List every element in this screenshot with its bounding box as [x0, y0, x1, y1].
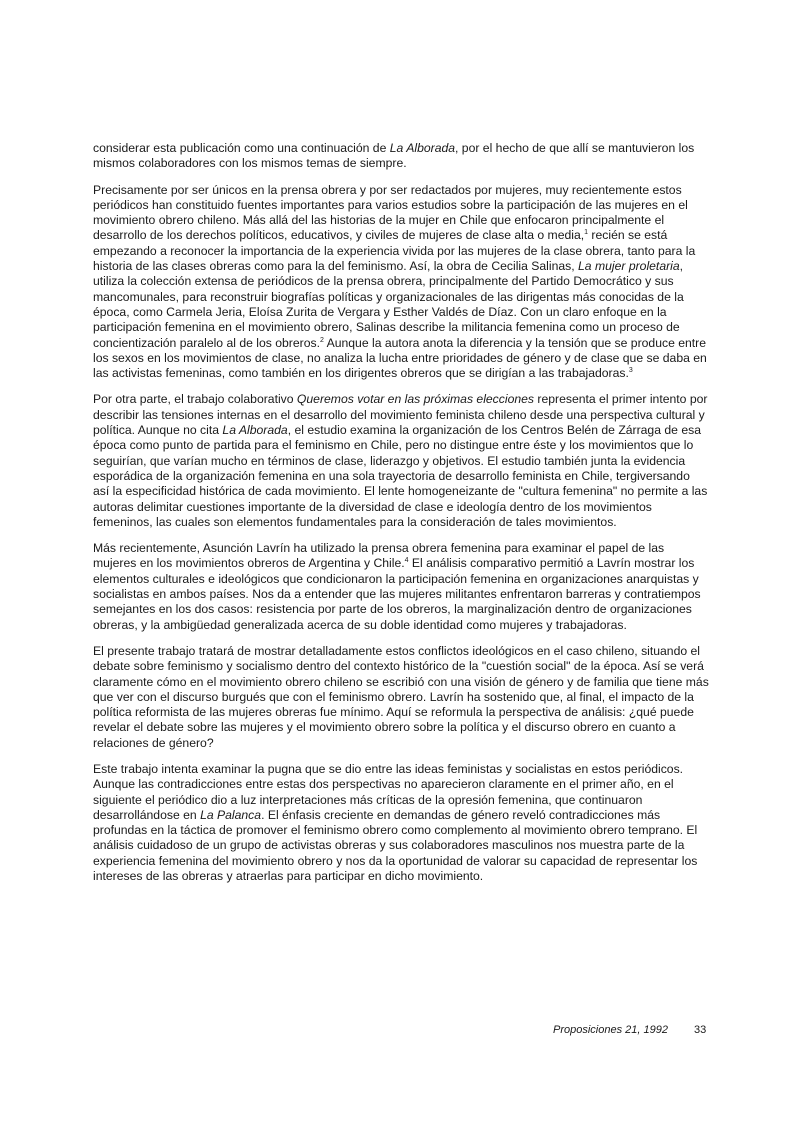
italic-title: La Alborada	[389, 141, 456, 155]
italic-title: Queremos votar en las próximas elecciones	[296, 392, 535, 407]
paragraph-text: , por el hecho de que allí se mantuvieron los mismos colaboradores con los mismos temas de siempre.	[93, 141, 695, 171]
footer-journal-title: Proposiciones 21, 1992	[553, 1024, 668, 1036]
paragraph-text: , el estudio examina la organización de los Centros Belén de Zárraga de esa época como punto de partida para el feminismo en Chile, pero no distingue entre éste y los movimientos que lo seguirían, que varían mucho en términos de clase, liderazgo y objetivos. El estudio también junta la evidencia esporádica de la organización femenina en una sola trayectoria de desarrollo feminista en Chile, tergiversando así la especificidad histórica de cada movimiento. El lente homogeneizante de "cultura femenina" no permite a las autoras delimitar cuestiones importante de la diversidad de clase e ideología dentro de los movimientos femeninos, las cuales son elementos fundamentales para la consideración de tales movimientos.	[93, 423, 708, 529]
paragraph-text: , utiliza la colección extensa de periódicos de la prensa obrera, principalmente del Partido Democrático y sus mancomunales, para reconstruir biografías políticas y organizacionales de las dirigentas más conocidas de la época, como Carmela Jeria, Eloísa Zurita de Vergara y Esther Valdés de Díaz. Con un claro enfoque en la participación femenina en el movimiento obrero, Salinas describe la militancia femenina como un proceso de concientización paralelo al de los obreros.	[93, 259, 684, 350]
paragraph	[93, 541, 709, 633]
paragraph-text: Precisamente por ser únicos en la prensa obrera y por ser redactados por mujeres, muy recientemente estos periódicos han constituido fuentes importantes para varios estudios sobre la participación de las mujeres en el movimiento obrero chileno. Más allá del las historias de la mujer en Chile que enfocaron principalmente el desarrollo de los derechos políticos, educativos, y civiles de mujeres de clase alta o media,	[93, 182, 688, 243]
footnote-marker: 3	[628, 367, 633, 375]
paragraph-text: recién se está empezando a reconocer la importancia de la experiencia vivida por las mujeres de la clase obrera, tanto para la historia de las clases obreras como para la del feminismo. Así, la obra de Cecilia Salinas,	[93, 228, 696, 274]
paragraph-text: representa el primer intento por describir las tensiones internas en el desarrollo del movimiento feminista chileno desde una perspectiva cultural y política. Aunque no cita	[93, 392, 708, 438]
paragraph	[93, 762, 709, 884]
paragraph	[93, 392, 709, 530]
page-number: 33	[694, 1024, 707, 1036]
paragraph-text: Por otra parte, el trabajo colaborativo	[93, 392, 297, 407]
paragraph-text: El presente trabajo tratará de mostrar detalladamente estos conflictos ideológicos en el caso chileno, situando el debate sobre feminismo y socialismo dentro del contexto histórico de la "cuestión social" de la época. Así se verá claramente cómo en el movimiento obrero chileno se escribió con una visión de género y de familia que tiene más que ver con el discurso burgués que con el feminismo obrero. Lavrín ha sostenido que, al final, el impacto de la política reformista de las mujeres obreras fue mínimo. Aquí se reformula la perspectiva de análisis: ¿qué puede revelar el debate sobre las mujeres y el movimiento obrero sobre la política y el discurso obrero en cuanto a relaciones de género?	[93, 643, 709, 750]
paragraph-text: El análisis comparativo permitió a Lavrín mostrar los elementos culturales e ideológicos que condicionaron la participación femenina en organizaciones anarquistas y socialistas en ambos países. Nos da a entender que las mujeres militantes enfrentaron barreras y contratiempos semejantes en los dos casos: resistencia por parte de los obreros, la marginalización dentro de organizaciones obreras, y la ambigüedad generalizada acerca de su doble identidad como mujeres y trabajadoras.	[93, 556, 701, 632]
footnote-marker: 2	[319, 336, 324, 344]
paragraph	[93, 183, 709, 382]
footnote-marker: 4	[404, 557, 409, 565]
paragraph-text: Este trabajo intenta examinar la pugna que se dio entre las ideas feministas y socialistas en estos periódicos. Aunque las contradicciones entre estas dos perspectivas no aparecieron claramente en el primer año, en el siguiente el periódico dio a luz interpretaciones más críticas de la opresión femenina, que continuaron desarrollándose en	[93, 761, 684, 822]
paragraph-text: Más recientemente, Asunción Lavrín ha utilizado la prensa obrera femenina para examinar el papel de las mujeres en los movimientos obreros de Argentina y Chile.	[93, 541, 665, 571]
document-body	[93, 141, 709, 895]
italic-title: La Alborada	[222, 423, 288, 438]
paragraph	[93, 141, 709, 172]
paragraph-text: considerar esta publicación como una continuación de	[93, 141, 390, 155]
paragraph-text: Aunque la autora anota la diferencia y la tensión que se produce entre los sexos en los movimientos de clase, no analiza la lucha entre prioridades de género y de clase que se daba en las activistas femeninas, como también en los dirigentes obreros que se dirigían a las trabajadoras.	[93, 335, 707, 381]
paragraph-text: . El énfasis creciente en demandas de género reveló contradicciones más profundas en la táctica de promover el feminismo obrero como complemento al movimiento obrero temprano. El análisis cuidadoso de un grupo de activistas obreras y sus colaboradores masculinos nos muestra parte de la experiencia femenina del movimiento obrero y nos da la oportunidad de valorar su capacidad de representar los intereses de las obreras y atraerlas para participar en dicho movimiento.	[93, 807, 698, 884]
italic-title: La mujer proletaria	[578, 259, 680, 274]
italic-title: La Palanca	[200, 807, 262, 822]
paragraph	[93, 644, 709, 751]
footnote-marker: 1	[584, 229, 589, 237]
